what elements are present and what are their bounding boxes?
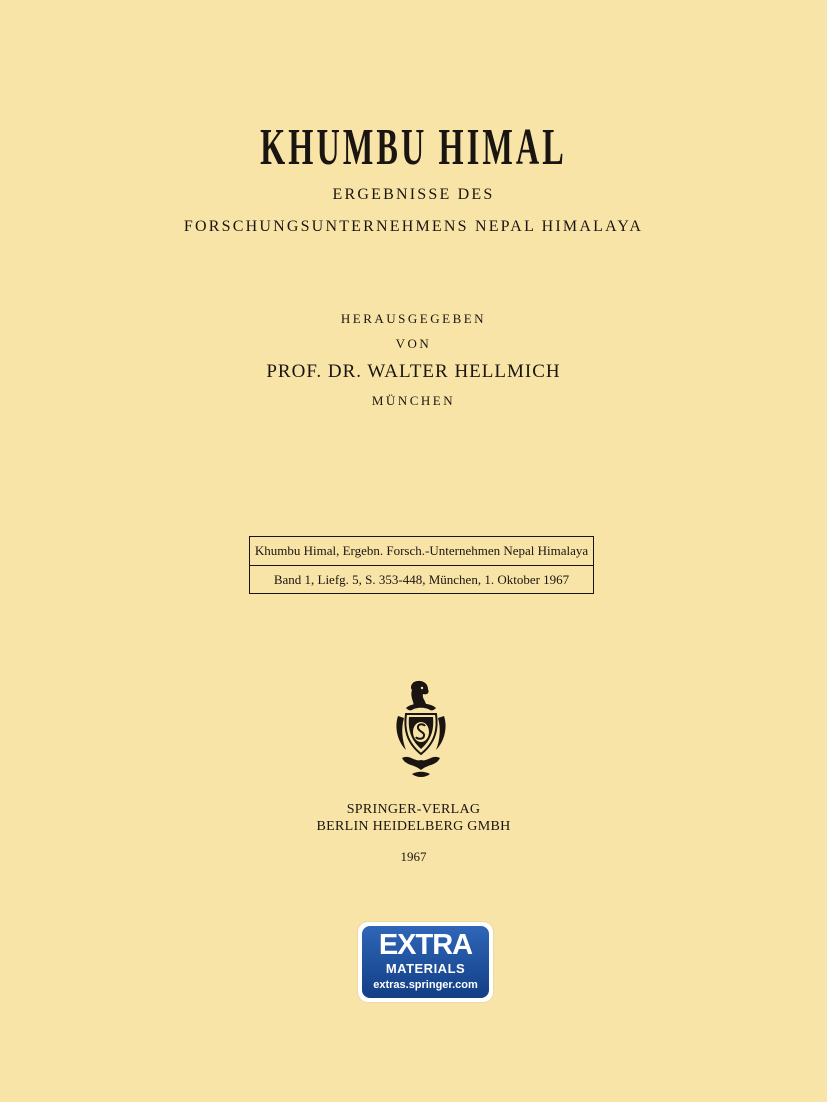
publisher-name: SPRINGER-VERLAG [346,802,481,817]
editor-name: PROF. DR. WALTER HELLMICH [266,361,561,382]
badge-materials-label: MATERIALS [385,961,466,976]
subtitle-line-1: ERGEBNISSE DES [332,186,495,203]
citation-line-2: Band 1, Liefg. 5, S. 353-448, München, 1. Oktober 1967 [250,565,593,594]
subtitle-line-2: FORSCHUNGSUNTERNEHMENS NEPAL HIMALAYA [183,218,644,235]
badge-extra-label: EXTRA [378,929,473,961]
springer-horse-logo-icon [392,680,450,780]
book-title: KHUMBU HIMAL [260,119,567,176]
herausgegeben-label: HERAUSGEGEBEN [340,311,487,326]
publication-year: 1967 [400,849,427,864]
citation-line-1: Khumbu Himal, Ergebn. Forsch.-Unternehmen Nepal Himalaya [254,543,589,558]
extra-materials-badge[interactable] [358,922,493,1002]
editor-city: MÜNCHEN [371,393,456,408]
extra-materials-badge-inner [362,926,489,998]
publisher-location: BERLIN HEIDELBERG GMBH [316,819,511,834]
badge-url-label: extras.springer.com [373,979,478,991]
von-label: VON [395,336,432,351]
citation-box [249,536,594,594]
